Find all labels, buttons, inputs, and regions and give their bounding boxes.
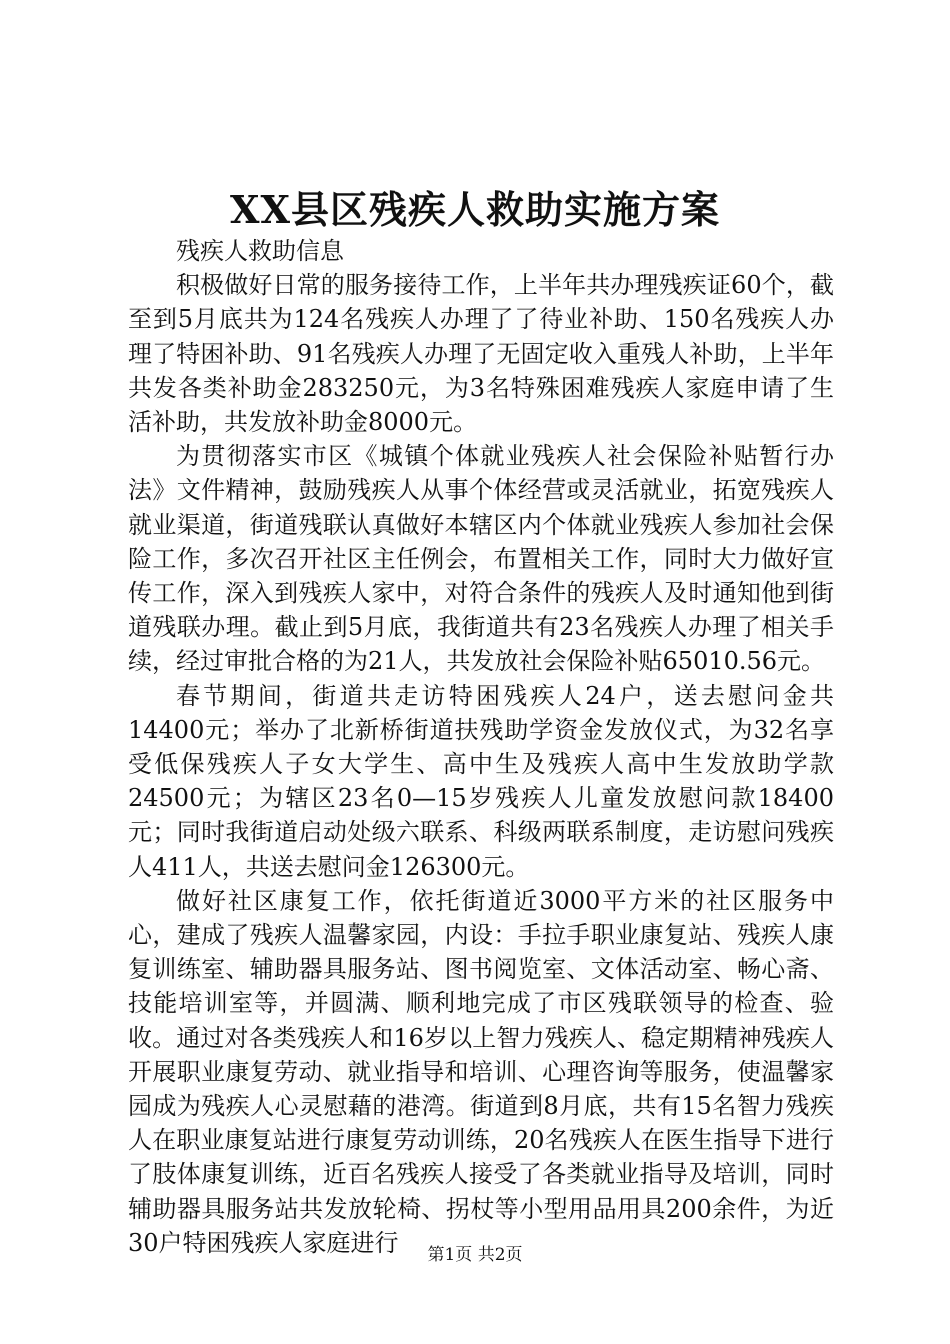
paragraph: 做好社区康复工作，依托街道近3000平方米的社区服务中心，建成了残疾人温馨家园，内设：手拉手职业康复站、残疾人康复训练室、辅助器具服务站、图书阅览室、文体活动室、畅心斋、技能培训室等，并圆满、顺利地完成了市区残联领导的检查、验收。通过对各类残疾人和16岁以上智力残疾人、稳定期精神残疾人开展职业康复劳动、就业指导和培训、心理咨询等服务，使温馨家园成为残疾人心灵慰藉的港湾。街道到8月底，共有15名智力残疾人在职业康复站进行康复劳动训练，20名残疾人在医生指导下进行了肢体康复训练，近百名残疾人接受了各类就业指导及培训，同时辅助器具服务站共发放轮椅、拐杖等小型用品用具200余件，为近30户特困残疾人家庭进行	[128, 886, 834, 1257]
document-body	[128, 234, 834, 1260]
paragraph: 为贯彻落实市区《城镇个体就业残疾人社会保险补贴暂行办法》文件精神，鼓励残疾人从事个体经营或灵活就业，拓宽残疾人就业渠道，街道残联认真做好本辖区内个体就业残疾人参加社会保险工作，多次召开社区主任例会，布置相关工作，同时大力做好宣传工作，深入到残疾人家中，对符合条件的残疾人及时通知他到街道残联办理。截止到5月底，我街道共有23名残疾人办理了相关手续，经过审批合格的为21人，共发放社会保险补贴65010.56元。	[128, 442, 834, 676]
paragraph: 积极做好日常的服务接待工作，上半年共办理残疾证60个，截至到5月底共为124名残疾人办理了了待业补助、150名残疾人办理了特困补助、91名残疾人办理了无固定收入重残人补助，上半年共发各类补助金283250元，为3名特殊困难残疾人家庭申请了生活补助，共发放补助金8000元。	[128, 271, 834, 437]
paragraph: 春节期间，街道共走访特困残疾人24户，送去慰问金共14400元；举办了北新桥街道扶残助学资金发放仪式，为32名享受低保残疾人子女大学生、高中生及残疾人高中生发放助学款24500元；为辖区23名0—15岁残疾人儿童发放慰问款18400元；同时我街道启动处级六联系、科级两联系制度，走访慰问残疾人411人，共送去慰问金126300元。	[128, 681, 834, 881]
paragraph-subtitle: 残疾人救助信息	[176, 237, 344, 265]
document-title: XX县区残疾人救助实施方案	[230, 187, 720, 232]
page-footer: 第1页 共2页	[427, 1245, 523, 1265]
